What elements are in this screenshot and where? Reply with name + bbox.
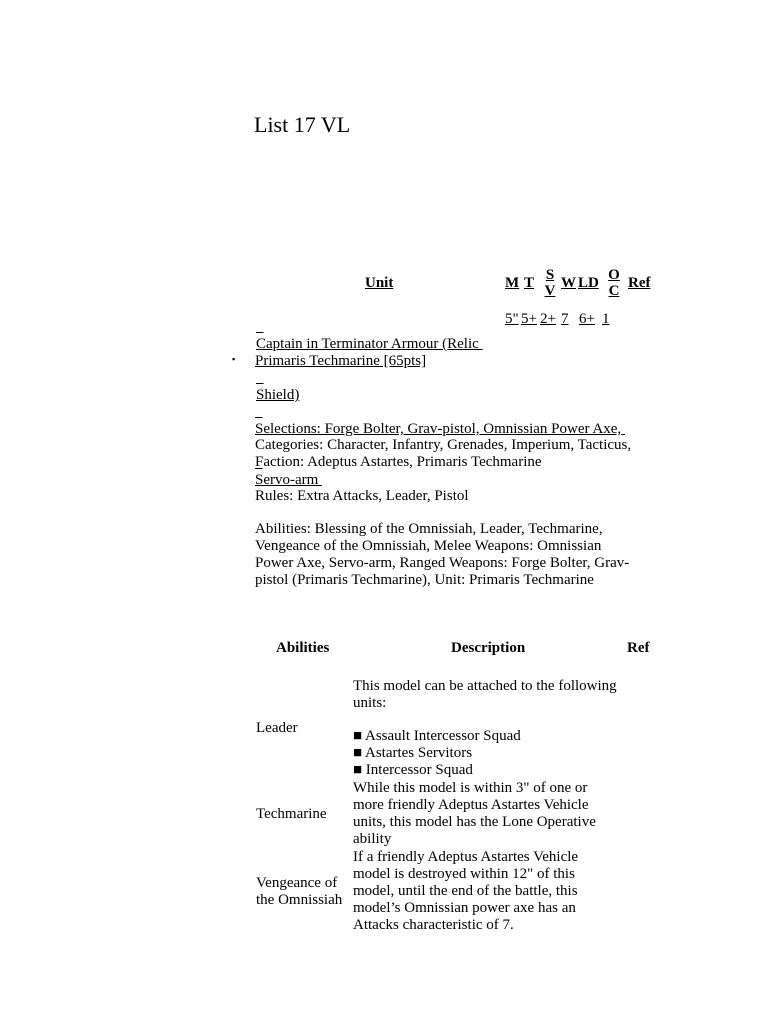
abilities-line4: pistol (Primaris Techmarine), Unit: Primaris Techmarine bbox=[255, 572, 594, 588]
description-header: Description bbox=[451, 640, 526, 656]
page-title: List 17 VL bbox=[254, 112, 351, 137]
m-header: M bbox=[505, 275, 520, 291]
desc-line: model, until the end of the battle, this bbox=[353, 883, 578, 899]
t-value: 5+ bbox=[521, 311, 537, 327]
desc-line: This model can be attached to the following bbox=[353, 678, 617, 694]
sv-header bbox=[543, 267, 557, 299]
m-value: 5" bbox=[505, 311, 519, 327]
desc-line: more friendly Adeptus Astartes Vehicle bbox=[353, 797, 589, 813]
desc-line: ability bbox=[353, 831, 392, 847]
name-line: the Omnissiah bbox=[256, 892, 343, 908]
entry-name[interactable]: Primaris Techmarine [65pts] bbox=[255, 353, 427, 369]
ld-value: 6+ bbox=[579, 311, 595, 327]
list-item: ■ Astartes Servitors bbox=[353, 745, 473, 761]
categories-line2: Faction: Adeptus Astartes, Primaris Techmarine bbox=[255, 454, 542, 470]
ability-desc-techmarine bbox=[353, 780, 638, 848]
name-line: Vengeance of bbox=[256, 875, 338, 891]
selections-line2: Servo-arm bbox=[255, 472, 323, 488]
abilities-header: Abilities bbox=[276, 640, 330, 656]
desc-line: units, this model has the Lone Operative bbox=[353, 814, 596, 830]
unit-name-line1: Captain in Terminator Armour (Relic bbox=[256, 336, 483, 352]
desc-line: Attacks characteristic of 7. bbox=[353, 917, 514, 933]
unit-header: Unit bbox=[365, 275, 394, 291]
oc-header bbox=[606, 267, 622, 299]
unit-name-line2: Shield) bbox=[256, 387, 300, 403]
ability-name-vengeance bbox=[256, 875, 352, 909]
desc-line: model’s Omnissian power axe has an bbox=[353, 900, 576, 916]
abilities-ref-header: Ref bbox=[627, 640, 650, 656]
sv-header-top: S bbox=[545, 267, 555, 283]
ability-name-leader: Leader bbox=[256, 720, 298, 736]
desc-line: units: bbox=[353, 695, 387, 711]
ref-header: Ref bbox=[628, 275, 651, 291]
list-item: ■ Intercessor Squad bbox=[353, 762, 473, 778]
w-value: 7 bbox=[561, 311, 569, 327]
ability-name-techmarine: Techmarine bbox=[256, 806, 327, 822]
desc-line: If a friendly Adeptus Astartes Vehicle bbox=[353, 849, 579, 865]
categories bbox=[255, 437, 655, 471]
w-header: W bbox=[561, 275, 576, 291]
oc-header-top: O bbox=[608, 267, 620, 283]
oc-value: 1 bbox=[602, 311, 610, 327]
ld-header: LD bbox=[578, 275, 599, 291]
bullet-icon: ▪ bbox=[232, 354, 236, 364]
rules: Rules: Extra Attacks, Leader, Pistol bbox=[255, 488, 469, 504]
ability-desc-leader bbox=[353, 678, 638, 779]
desc-line: While this model is within 3" of one or bbox=[353, 780, 588, 796]
abilities-line1: Abilities: Blessing of the Omnissiah, Leader, Techmarine, bbox=[255, 521, 603, 537]
ability-desc-vengeance bbox=[353, 849, 638, 934]
abilities-line2: Vengeance of the Omnissiah, Melee Weapons: Omnissian bbox=[255, 538, 602, 554]
categories-line1: Categories: Character, Infantry, Grenades, Imperium, Tacticus, bbox=[255, 437, 632, 453]
t-header: T bbox=[524, 275, 535, 291]
abilities-line3: Power Axe, Servo-arm, Ranged Weapons: Forge Bolter, Grav- bbox=[255, 555, 630, 571]
sv-header-bottom: V bbox=[544, 283, 556, 299]
list-item: ■ Assault Intercessor Squad bbox=[353, 728, 521, 744]
selections-line1: Selections: Forge Bolter, Grav-pistol, Omnissian Power Axe, bbox=[255, 421, 625, 437]
oc-header-bottom: C bbox=[608, 283, 620, 299]
abilities-summary bbox=[255, 521, 655, 589]
sv-value: 2+ bbox=[540, 311, 556, 327]
desc-line: model is destroyed within 12" of this bbox=[353, 866, 575, 882]
